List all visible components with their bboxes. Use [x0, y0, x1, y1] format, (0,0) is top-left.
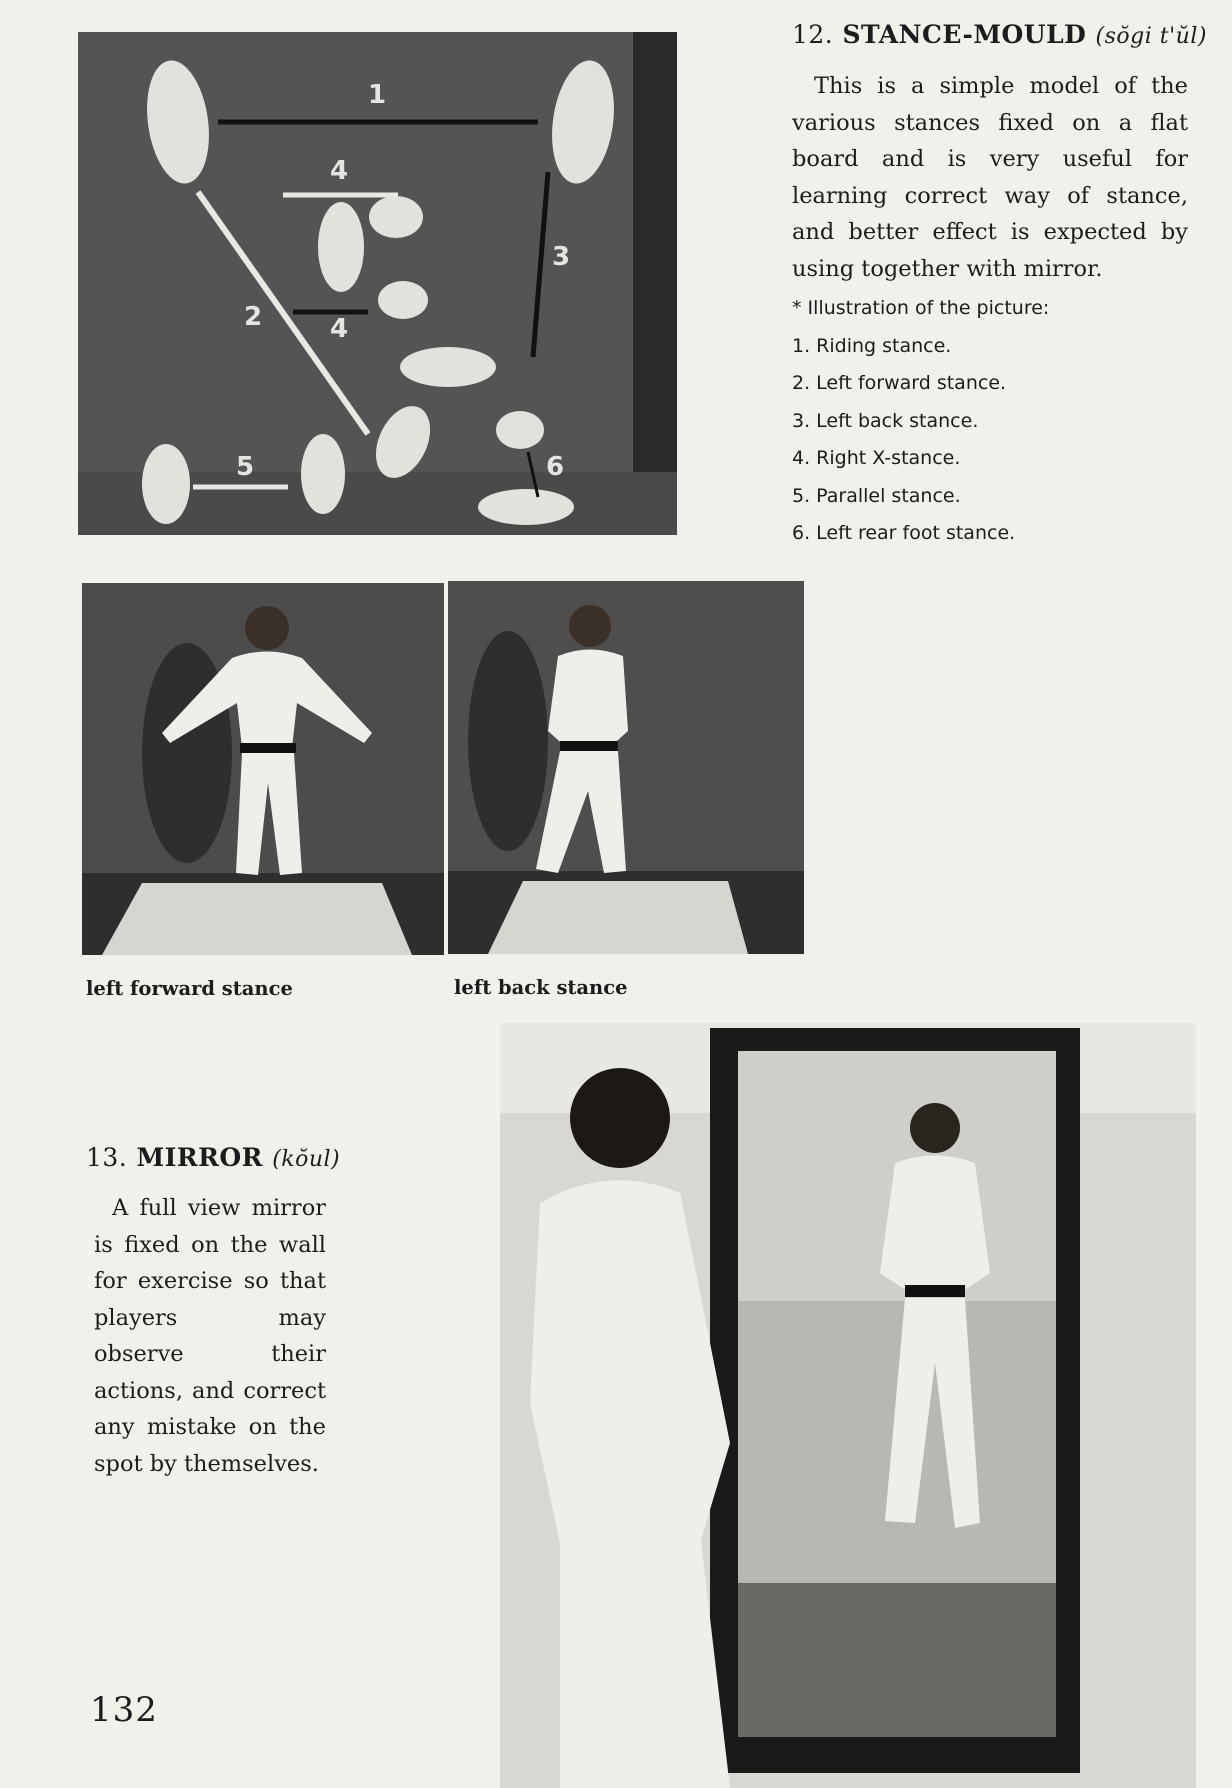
mould-label-4-top: 4	[330, 156, 349, 186]
mould-label-5: 5	[236, 452, 255, 482]
list-item: 3. Left back stance.	[792, 409, 979, 432]
section-13-title	[86, 1143, 340, 1172]
mould-label-4-bottom: 4	[330, 314, 349, 344]
left-back-stance-photo	[448, 581, 804, 954]
mirror-photo	[500, 1023, 1196, 1788]
mould-label-3: 3	[552, 242, 571, 272]
mirror-scene	[500, 1023, 1196, 1788]
left-forward-stance-photo	[82, 583, 444, 955]
section-12-korean: (sŏgi t'ŭl)	[1095, 24, 1207, 49]
section-13-paragraph	[94, 1190, 326, 1482]
section-12-paragraph-text: This is a simple model of the various stances fixed on a flat board and is very useful for learning correct way of stance, and better effect is expected by using together with mirror.	[792, 73, 1188, 282]
mould-label-6: 6	[546, 452, 565, 482]
list-item: 2. Left forward stance.	[792, 372, 1007, 394]
section-13-korean: (kŏul)	[272, 1147, 341, 1172]
list-item: 4. Right X-stance.	[792, 447, 961, 469]
karateka-back-figure	[448, 581, 804, 954]
illustration-heading: * Illustration of the picture:	[792, 297, 1050, 319]
section-13-heading: MIRROR	[136, 1143, 263, 1172]
page-number: 132	[90, 1690, 158, 1730]
caption-left-back-stance: left back stance	[454, 976, 628, 999]
section-12-number: 12.	[792, 20, 834, 49]
list-item: 6. Left rear foot stance.	[792, 522, 1016, 544]
section-12-paragraph	[792, 68, 1188, 287]
caption-left-forward-stance: left forward stance	[86, 977, 293, 1000]
section-13-paragraph-text: A full view mirror is fixed on the wall for exercise so that players may observe their actions, and correct any mistake on the spot by themselves.	[94, 1195, 326, 1477]
section-12-title	[792, 20, 1207, 49]
section-13-number: 13.	[86, 1143, 128, 1172]
stance-mould-photo	[78, 32, 677, 535]
list-item: 5. Parallel stance.	[792, 484, 961, 507]
mould-label-1: 1	[368, 80, 387, 110]
karateka-forward-figure	[82, 583, 444, 955]
illustration-list	[792, 290, 1192, 553]
section-12-heading: STANCE-MOULD	[842, 20, 1087, 49]
list-item: 1. Riding stance.	[792, 334, 952, 357]
mould-label-2: 2	[244, 302, 263, 332]
